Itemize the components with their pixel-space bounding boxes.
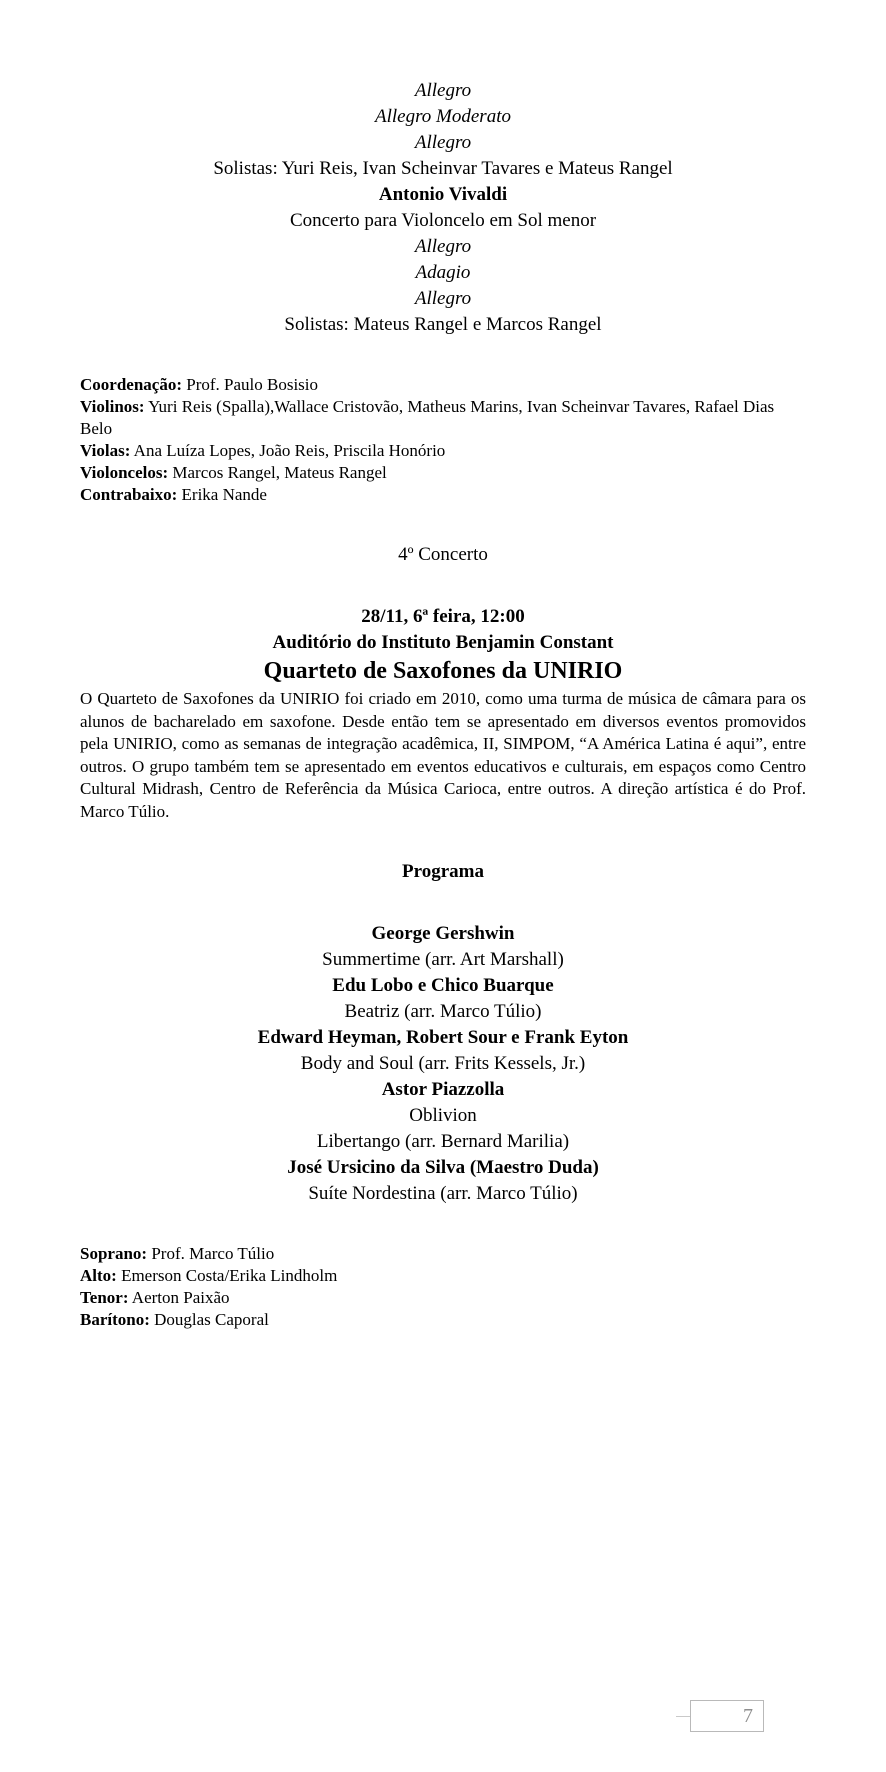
labeled-block (80, 1243, 806, 1331)
line-value: Emerson Costa/Erika Lindholm (116, 1266, 338, 1285)
text-line: Allegro (414, 80, 472, 101)
labeled-line (80, 374, 806, 396)
line-label: Violinos: (80, 397, 145, 416)
text-line: Body and Soul (arr. Frits Kessels, Jr.) (300, 1053, 586, 1074)
page-number-box (690, 1700, 764, 1732)
labeled-line (80, 462, 806, 484)
page-footer (676, 1700, 764, 1732)
center-block (80, 542, 806, 568)
text-line: Allegro (414, 288, 472, 309)
text-line: Edward Heyman, Robert Sour e Frank Eyton (257, 1027, 629, 1048)
text-line: Edu Lobo e Chico Buarque (332, 975, 554, 996)
line-label: Barítono: (80, 1310, 150, 1329)
line-value: Prof. Paulo Bosisio (181, 375, 319, 394)
text-line: 28/11, 6ª feira, 12:00 (361, 606, 525, 627)
text-line: Oblivion (409, 1105, 477, 1126)
content (80, 78, 806, 1331)
paragraph: O Quarteto de Saxofones da UNIRIO foi criado em 2010, como uma turma de música de câmara para os alunos de bacharelado em saxofone. Desde então tem se apresentado em diversos eventos promovidos pela UNIRIO, como as semanas de integração acadêmica, II, SIMPOM, “A América Latina é aqui”, entre outros. O grupo também tem se apresentado em eventos educativos e culturais, em espaços como Centro Cultural Midrash, Centro de Referência da Música Carioca, entre outros. A direção artística é do Prof. Marco Túlio. (80, 689, 806, 821)
text-line: Libertango (arr. Bernard Marilia) (316, 1131, 570, 1152)
text-line: Astor Piazzolla (381, 1079, 505, 1100)
labeled-line (80, 1309, 806, 1331)
text-line: Solistas: Yuri Reis, Ivan Scheinvar Tavares e Mateus Rangel (213, 158, 673, 179)
line-label: Alto: (80, 1266, 117, 1285)
footer-rule (676, 1716, 690, 1717)
text-line: Allegro (414, 132, 472, 153)
labeled-line (80, 1287, 806, 1309)
text-line: Programa (402, 861, 484, 882)
text-line: Antonio Vivaldi (378, 184, 508, 205)
text-line: Quarteto de Saxofones da UNIRIO (263, 658, 623, 684)
line-value: Yuri Reis (Spalla),Wallace Cristovão, Matheus Marins, Ivan Scheinvar Tavares, Rafael Dias Belo (80, 397, 775, 438)
text-line: Allegro Moderato (375, 106, 511, 127)
center-block (80, 859, 806, 885)
line-value: Erika Nande (177, 485, 267, 504)
line-value: Aerton Paixão (128, 1288, 230, 1307)
labeled-line (80, 1243, 806, 1265)
line-label: Contrabaixo: (80, 485, 178, 504)
labeled-block (80, 374, 806, 506)
text-line: Concerto para Violoncelo em Sol menor (289, 210, 597, 231)
line-value: Marcos Rangel, Mateus Rangel (168, 463, 387, 482)
text-line: Summertime (arr. Art Marshall) (322, 949, 564, 970)
center-block (80, 604, 806, 686)
line-label: Tenor: (80, 1288, 129, 1307)
text-line: José Ursicino da Silva (Maestro Duda) (287, 1157, 599, 1178)
text-line: 4º Concerto (398, 544, 488, 565)
text-line: Auditório do Instituto Benjamin Constant (272, 632, 614, 653)
line-value: Prof. Marco Túlio (147, 1244, 275, 1263)
page-number: 7 (743, 1704, 753, 1727)
text-line: Allegro (414, 236, 472, 257)
line-label: Violoncelos: (80, 463, 169, 482)
text-line: Adagio (415, 262, 471, 283)
line-label: Coordenação: (80, 375, 182, 394)
center-block (80, 78, 806, 338)
text-line: Suíte Nordestina (arr. Marco Túlio) (308, 1183, 578, 1204)
center-block (80, 921, 806, 1207)
line-label: Violas: (80, 441, 131, 460)
text-line: Beatriz (arr. Marco Túlio) (344, 1001, 542, 1022)
text-line: George Gershwin (371, 923, 515, 944)
labeled-line (80, 440, 806, 462)
labeled-line (80, 1265, 806, 1287)
line-value: Ana Luíza Lopes, João Reis, Priscila Honório (130, 441, 446, 460)
text-line: Solistas: Mateus Rangel e Marcos Rangel (284, 314, 602, 335)
labeled-line (80, 484, 806, 506)
labeled-line (80, 396, 806, 440)
line-value: Douglas Caporal (149, 1310, 269, 1329)
line-label: Soprano: (80, 1244, 148, 1263)
